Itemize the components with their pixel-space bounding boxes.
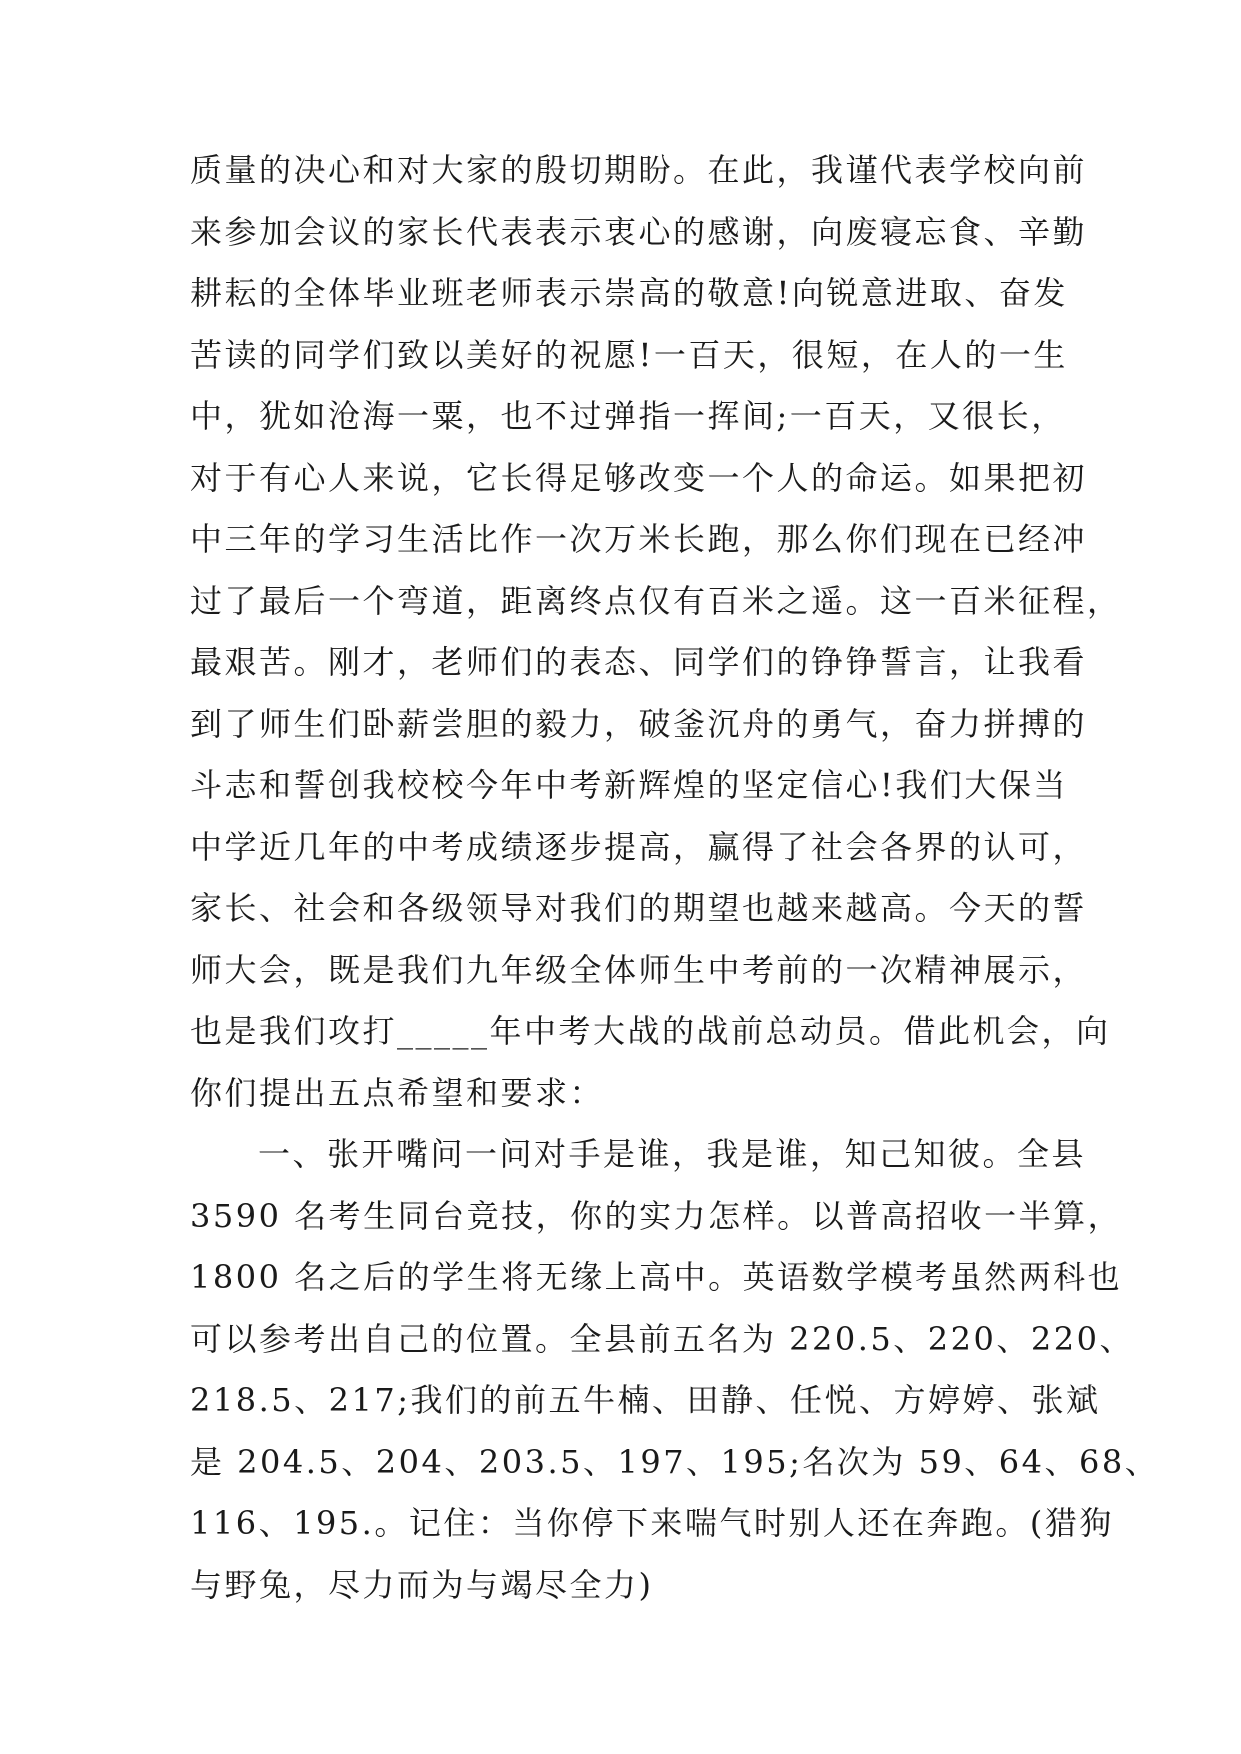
text-line: 中学近几年的中考成绩逐步提高，赢得了社会各界的认可，: [190, 827, 1088, 866]
text-line: 对于有心人来说，它长得足够改变一个人的命运。如果把初: [190, 458, 1088, 497]
text-line: 苦读的同学们致以美好的祝愿!一百天，很短，在人的一生: [190, 335, 1068, 374]
text-line: 中，犹如沧海一粟，也不过弹指一挥间;一百天，又很长，: [190, 397, 1066, 435]
text-line: 中三年的学习生活比作一次万米长跑，那么你们现在已经冲: [190, 520, 1088, 558]
paragraph-point-one: [190, 1124, 1160, 1616]
text-line: 是 204.5、204、203.5、197、195;名次为 59、64、68、: [190, 1442, 1160, 1481]
text-line: 到了师生们卧薪尝胆的毅力，破釜沉舟的勇气，奋力拼搏的: [190, 704, 1088, 743]
text-line: 耕耘的全体毕业班老师表示崇高的敬意!向锐意进取、奋发: [190, 274, 1068, 312]
text-line: 最艰苦。刚才，老师们的表态、同学们的铮铮誓言，让我看: [190, 643, 1088, 681]
text-line: 218.5、217;我们的前五牛楠、田静、任悦、方婷婷、张斌: [190, 1381, 1101, 1419]
text-line: 斗志和誓创我校校今年中考新辉煌的坚定信心!我们大保当: [190, 766, 1068, 804]
text-line: 过了最后一个弯道，距离终点仅有百米之遥。这一百米征程，: [190, 581, 1122, 620]
paragraph-intro: [190, 140, 1122, 1124]
text-line: 可以参考出自己的位置。全县前五名为 220.5、220、220、: [190, 1319, 1134, 1358]
text-line: 一、张开嘴问一问对手是谁，我是谁，知己知彼。全县: [258, 1135, 1087, 1173]
text-line: 1800 名之后的学生将无缘上高中。英语数学模考虽然两科也: [190, 1258, 1123, 1296]
text-line: 家长、社会和各级领导对我们的期望也越来越高。今天的誓: [190, 889, 1088, 927]
text-line: 你们提出五点希望和要求：: [190, 1073, 605, 1112]
text-line: 3590 名考生同台竞技，你的实力怎样。以普高招收一半算，: [190, 1196, 1123, 1235]
text-line: 来参加会议的家长代表表示衷心的感谢，向废寝忘食、辛勤: [190, 212, 1088, 251]
text-line: 师大会，既是我们九年级全体师生中考前的一次精神展示，: [190, 950, 1088, 989]
text-line: 也是我们攻打_____年中考大战的战前总动员。借此机会，向: [190, 1012, 1111, 1050]
text-line: 116、195.。记住：当你停下来喘气时别人还在奔跑。(猎狗: [190, 1504, 1114, 1542]
text-line: 质量的决心和对大家的殷切期盼。在此，我谨代表学校向前: [190, 151, 1088, 189]
text-line: 与野兔，尽力而为与竭尽全力): [190, 1565, 654, 1604]
body-text: [190, 140, 1160, 1616]
